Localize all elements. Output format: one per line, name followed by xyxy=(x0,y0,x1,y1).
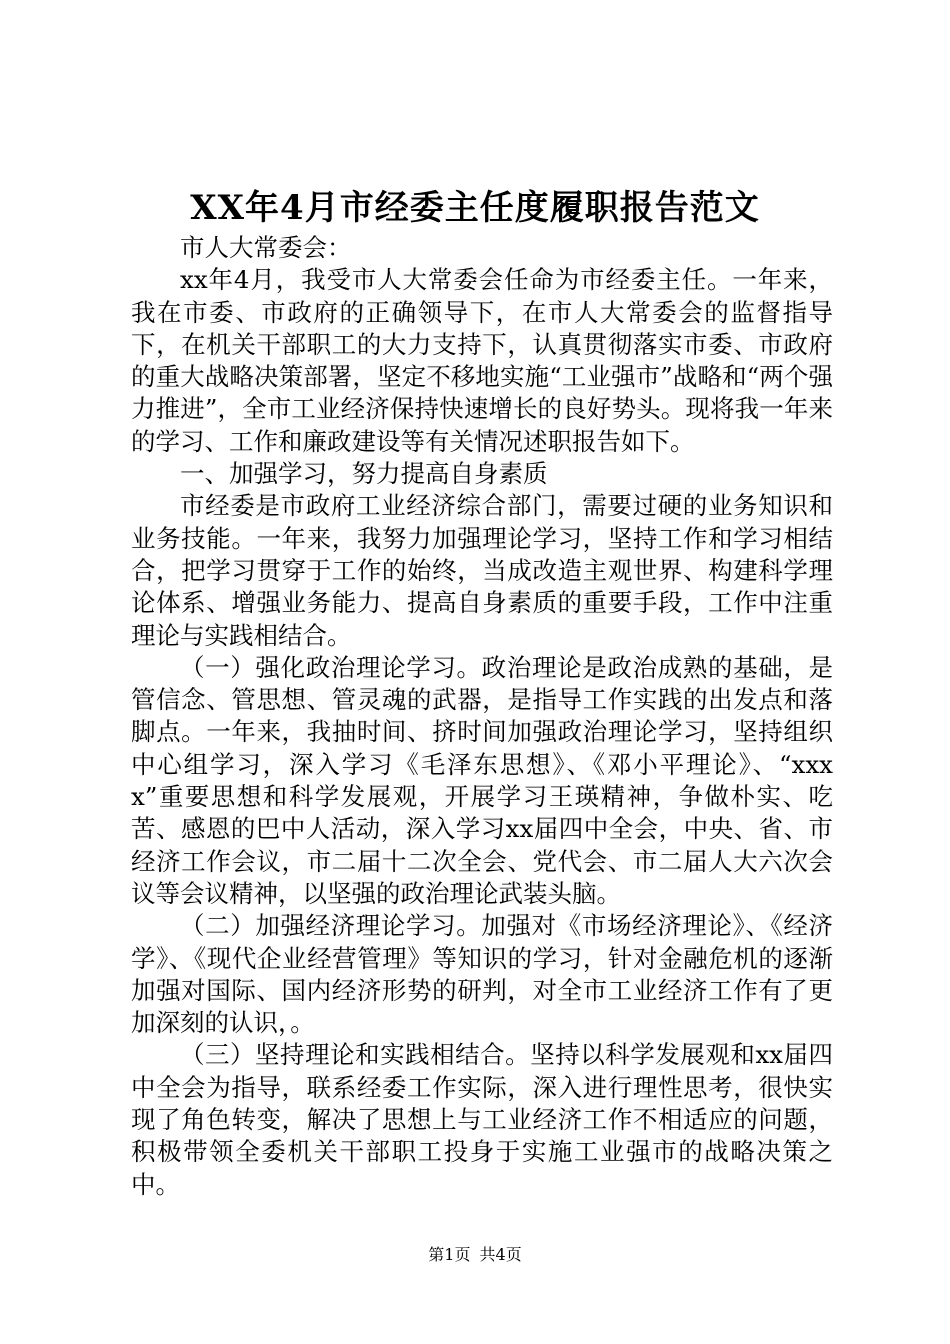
document-title: XX年4月市经委主任度履职报告范文 xyxy=(190,188,760,228)
subsection-paragraph-1: （一）强化政治理论学习。政治理论是政治成熟的基础，是管信念、管思想、管灵魂的武器，是指导工作实践的出发点和落脚点。一年来，我抽时间、挤时间加强政治理论学习，坚持组织中心组学习，深入学习《毛泽东思想》、《邓小平理论》、“xxxx”重要思想和科学发展观，开展学习王瑛精神，争做朴实、吃苦、感恩的巴中人活动，深入学习xx届四中全会，中央、省、市经济工作会议，市二届十二次全会、党代会、市二届人大六次会议等会议精神，以坚强的政治理论武装头脑。 xyxy=(131,652,833,908)
section-heading: 一、加强学习，努力提高自身素质 xyxy=(180,459,548,489)
subsection-paragraph-2: （二）加强经济理论学习。加强对《市场经济理论》、《经济学》、《现代企业经营管理》等知识的学习，针对金融危机的逐渐加强对国际、国内经济形势的研判，对全市工业经济工作有了更加深刻的认识，。 xyxy=(131,911,833,1038)
intro-paragraph: xx年4月，我受市人大常委会任命为市经委主任。一年来，我在市委、市政府的正确领导下，在市人大常委会的监督指导下，在机关干部职工的大力支持下，认真贯彻落实市委、市政府的重大战略决策部署，坚定不移地实施“工业强市”战略和“两个强力推进”，全市工业经济保持快速增长的良好势头。现将我一年来的学习、工作和廉政建设等有关情况述职报告如下。 xyxy=(131,265,833,456)
document-body xyxy=(131,232,833,1201)
section-paragraph: 市经委是市政府工业经济综合部门，需要过硬的业务知识和业务技能。一年来，我努力加强理论学习，坚持工作和学习相结合，把学习贯穿于工作的始终，当成改造主观世界、构建科学理论体系、增强业务能力、提高自身素质的重要手段，工作中注重理论与实践相结合。 xyxy=(131,491,833,650)
page-number-footer: 第1页 共4页 xyxy=(428,1245,522,1264)
salutation: 市人大常委会： xyxy=(180,233,352,262)
subsection-paragraph-3: （三）坚持理论和实践相结合。坚持以科学发展观和xx届四中全会为指导，联系经委工作实际，深入进行理性思考，很快实现了角色转变，解决了思想上与工业经济工作不相适应的问题，积极带领全委机关干部职工投身于实施工业强市的战略决策之中。 xyxy=(131,1040,833,1199)
